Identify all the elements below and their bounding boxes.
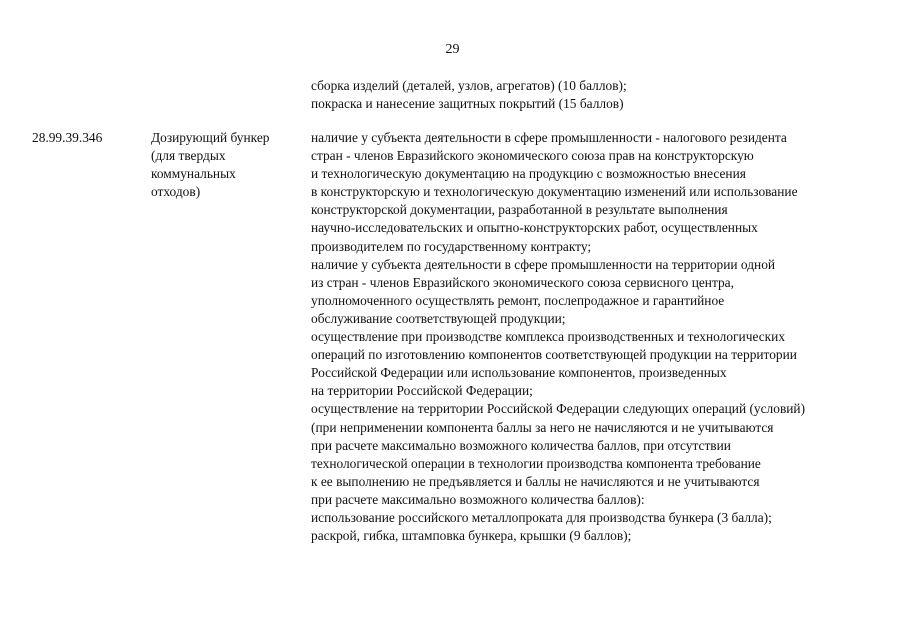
requirement-line: к ее выполнению не предъявляется и баллы не начисляются и не учитываются <box>311 473 760 489</box>
requirement-line: Российской Федерации или использование компонентов, произведенных <box>311 365 727 381</box>
requirement-line: конструкторской документации, разработанной в результате выполнения <box>311 202 728 218</box>
requirement-line: наличие у субъекта деятельности в сфере промышленности - налогового резидента <box>311 130 787 145</box>
product-name-line: Дозирующий бункер <box>151 130 270 145</box>
continuation-line: покраска и нанесение защитных покрытий (15 баллов) <box>311 96 624 112</box>
requirement-line: производителем по государственному контракту; <box>311 238 592 254</box>
product-name-line: коммунальных <box>151 166 236 182</box>
requirement-line: при расчете максимально возможного количества баллов): <box>311 491 645 507</box>
requirement-line: операций по изготовлению компонентов соответствующей продукции на территории <box>311 347 797 363</box>
requirement-line: стран - членов Евразийского экономического союза прав на конструкторскую <box>311 148 754 164</box>
requirement-line: раскрой, гибка, штамповка бункера, крышки (9 баллов); <box>311 528 632 544</box>
requirements-cell <box>311 129 891 545</box>
requirement-line: при расчете максимально возможного количества баллов, при отсутствии <box>311 437 731 453</box>
requirement-line: на территории Российской Федерации; <box>311 383 533 399</box>
requirement-line: (при неприменении компонента баллы за него не начисляются и не учитываются <box>311 419 774 435</box>
requirement-line: и технологическую документацию на продукцию с возможностью внесения <box>311 166 746 182</box>
requirement-line: из стран - членов Евразийского экономического союза сервисного центра, <box>311 274 734 290</box>
requirement-line: в конструкторскую и технологическую документацию изменений или использование <box>311 184 798 200</box>
requirement-line: научно-исследовательских и опытно-конструкторских работ, осуществленных <box>311 220 758 236</box>
requirement-line: осуществление на территории Российской Федерации следующих операций (условий) <box>311 401 806 417</box>
okpd-code-cell <box>32 129 142 147</box>
product-name-line: отходов) <box>151 184 201 200</box>
requirement-line: уполномоченного осуществлять ремонт, послепродажное и гарантийное <box>311 292 725 308</box>
product-name-cell <box>151 129 301 201</box>
requirement-line: осуществление при производстве комплекса производственных и технологических <box>311 329 786 345</box>
page-number: 29 <box>445 42 460 57</box>
product-name-line: (для твердых <box>151 148 226 164</box>
okpd-code: 28.99.39.346 <box>32 130 103 145</box>
requirement-line: технологической операции в технологии производства компонента требование <box>311 455 761 471</box>
continuation-line: сборка изделий (деталей, узлов, агрегатов) (10 баллов); <box>311 78 627 93</box>
requirement-line: использование российского металлопроката для производства бункера (3 балла); <box>311 509 772 525</box>
requirement-line: обслуживание соответствующей продукции; <box>311 310 566 326</box>
requirement-line: наличие у субъекта деятельности в сфере промышленности на территории одной <box>311 256 776 272</box>
continuation-text <box>311 77 891 113</box>
